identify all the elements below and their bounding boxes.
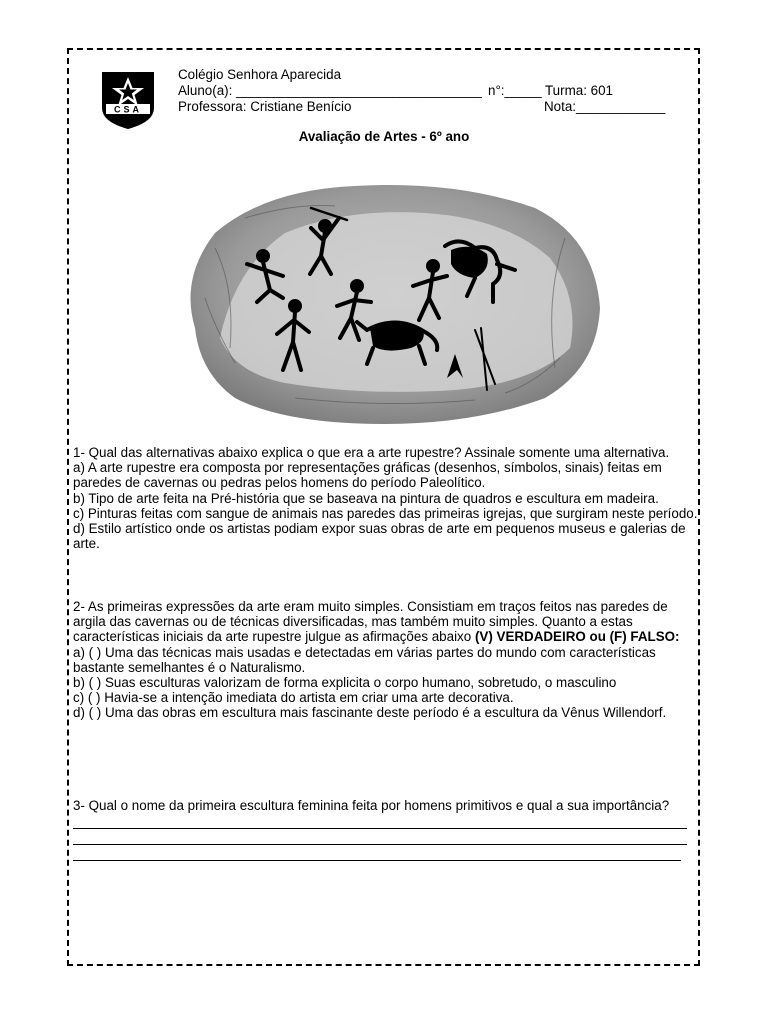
page-title: Avaliação de Artes - 6º ano <box>298 129 470 144</box>
class-label: Turma: 601 <box>545 83 613 98</box>
logo-text: CSA <box>113 104 143 115</box>
question-1-option-a[interactable]: a) A arte rupestre era composta por representações gráficas (desenhos, símbolos, sinais) feitas em paredes de cavernas ou pedras pelos homens do período Paleolítico. <box>73 460 662 491</box>
cave-painting-illustration <box>175 178 603 426</box>
answer-line-3[interactable] <box>73 860 681 861</box>
number-field[interactable]: n°:_____ <box>488 83 542 98</box>
grade-field[interactable]: Nota:____________ <box>544 99 666 114</box>
question-3 <box>73 798 698 813</box>
question-1 <box>73 445 698 551</box>
answer-line-2[interactable] <box>73 844 687 845</box>
answer-line-1[interactable] <box>73 828 687 829</box>
question-2 <box>73 599 698 721</box>
question-1-option-d[interactable]: d) Estilo artístico onde os artistas podiam expor suas obras de arte em pequenos museus e galerias de arte. <box>73 521 686 552</box>
question-2-item-b[interactable]: b) ( ) Suas esculturas valorizam de forma explicita o corpo humano, sobretudo, o masculino <box>73 675 617 691</box>
question-2-prompt-bold: (V) VERDADEIRO ou (F) FALSO: <box>474 629 680 645</box>
question-1-option-c[interactable]: c) Pinturas feitas com sangue de animais nas paredes das primeiras igrejas, que surgiram neste período. <box>73 505 698 521</box>
question-3-prompt: 3- Qual o nome da primeira escultura feminina feita por homens primitivos e qual a sua importância? <box>73 798 670 813</box>
question-2-item-a[interactable]: a) ( ) Uma das técnicas mais usadas e detectadas em várias partes do mundo com características bastante semelhantes é o Naturalismo. <box>73 644 656 675</box>
school-name: Colégio Senhora Aparecida <box>178 67 342 82</box>
question-2-prompt-text: 2- As primeiras expressões da arte eram muito simples. Consistiam em traços feitos nas paredes de argila das cavernas ou de técnicas diversificadas, mas também muito simples. Quanto a estas características iniciais da arte rupestre julgue as afirmações abaixo <box>73 599 668 645</box>
question-2-item-c[interactable]: c) ( ) Havia-se a intenção imediata do artista em criar uma arte decorativa. <box>73 690 514 706</box>
question-2-item-d[interactable]: d) ( ) Uma das obras em escultura mais fascinante deste período é a escultura da Vênus Willendorf. <box>73 705 667 721</box>
question-1-option-b[interactable]: b) Tipo de arte feita na Pré-história que se baseava na pintura de quadros e escultura em madeira. <box>73 490 659 506</box>
question-2-prompt <box>73 599 698 645</box>
school-logo <box>100 64 156 130</box>
teacher-label: Professora: Cristiane Benício <box>178 99 352 114</box>
student-field[interactable]: Aluno(a): _________________________________ <box>178 83 482 98</box>
question-1-prompt: 1- Qual das alternativas abaixo explica o que era a arte rupestre? Assinale somente uma alternativa. <box>73 445 670 460</box>
